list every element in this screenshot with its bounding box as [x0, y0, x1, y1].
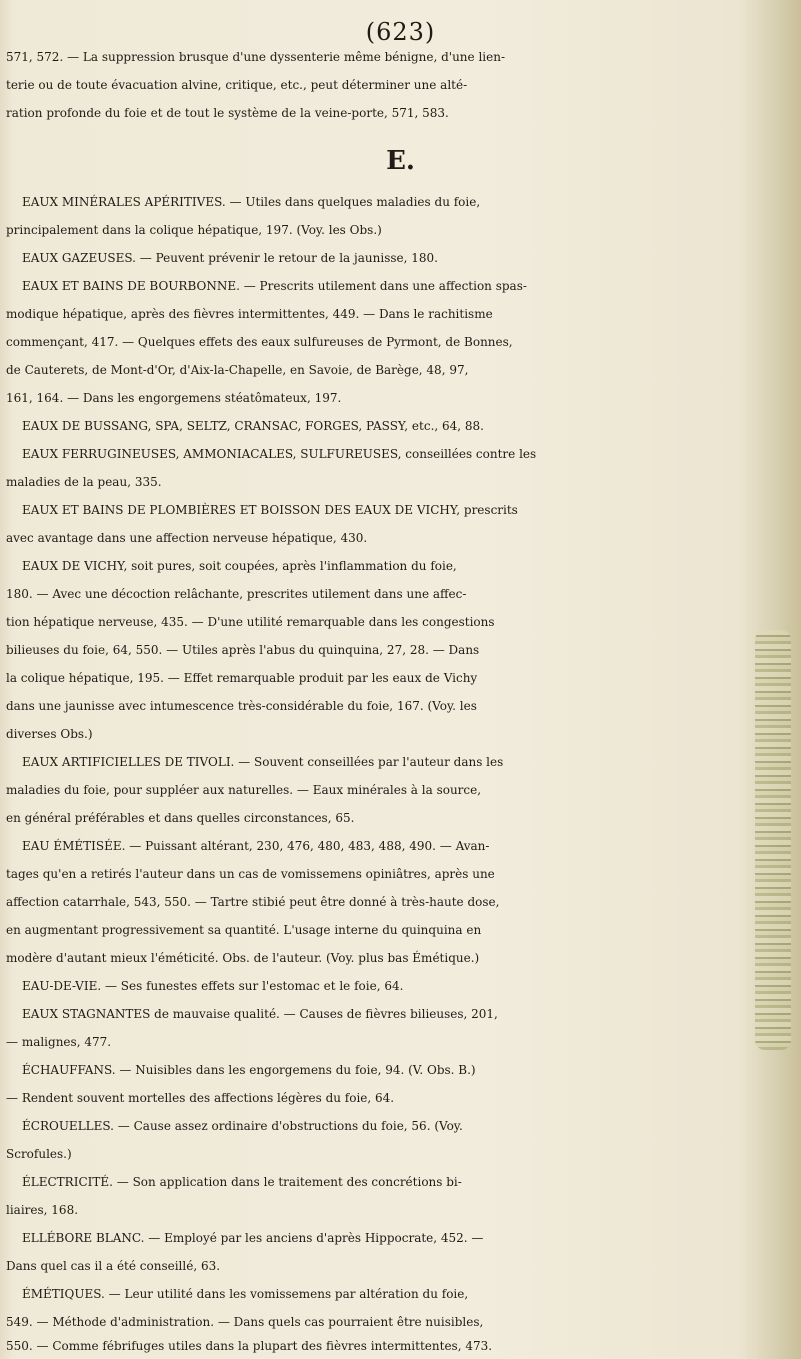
text-line: ration profonde du foie et de tout le système de la veine-porte, 571, 583. — [6, 106, 449, 120]
entry-first-line: EAUX FERRUGINEUSES, AMMONIACALES, SULFUREUSES, conseillées contre les — [22, 447, 537, 461]
entry-first-line: EAUX ET BAINS DE PLOMBIÈRES ET BOISSON DES EAUX DE VICHY, prescrits — [22, 503, 518, 517]
entry-first-line: EAUX ARTIFICIELLES DE TIVOLI. — Souvent conseillées par l'auteur dans les — [22, 755, 504, 769]
text-line: diverses Obs.) — [6, 727, 93, 741]
text-line: bilieuses du foie, 64, 550. — Utiles après l'abus du quinquina, 27, 28. — Dans — [6, 643, 480, 657]
entry-first-line: ELLÉBORE BLANC. — Employé par les anciens d'après Hippocrate, 452. — — [22, 1231, 484, 1245]
text-line: 161, 164. — Dans les engorgemens stéatômateux, 197. — [6, 391, 342, 405]
text-line: — Rendent souvent mortelles des affections légères du foie, 64. — [6, 1091, 395, 1105]
text-line: de Cauterets, de Mont-d'Or, d'Aix-la-Chapelle, en Savoie, de Barège, 48, 97, — [6, 363, 469, 377]
text-line: en général préférables et dans quelles circonstances, 65. — [6, 811, 355, 825]
text-line: liaires, 168. — [6, 1203, 79, 1217]
text-line: 571, 572. — La suppression brusque d'une dyssenterie même bénigne, d'une lien- — [6, 50, 506, 64]
entry-first-line: ÉCROUELLES. — Cause assez ordinaire d'obstructions du foie, 56. (Voy. — [22, 1119, 463, 1133]
text-line: modique hépatique, après des fièvres intermittentes, 449. — Dans le rachitisme — [6, 307, 493, 321]
entry-first-line: EAU ÉMÉTISÉE. — Puissant altérant, 230, 476, 480, 483, 488, 490. — Avan- — [22, 839, 490, 853]
text-line: maladies de la peau, 335. — [6, 475, 162, 489]
entry-first-line: EAUX DE VICHY, soit pures, soit coupées, après l'inflammation du foie, — [22, 559, 457, 573]
text-line: terie ou de toute évacuation alvine, critique, etc., peut déterminer une alté- — [6, 78, 468, 92]
entry-first-line: EAUX STAGNANTES de mauvaise qualité. — Causes de fièvres bilieuses, 201, — [22, 1007, 498, 1021]
text-line: la colique hépatique, 195. — Effet remarquable produit par les eaux de Vichy — [6, 671, 478, 685]
text-line: modère d'autant mieux l'éméticité. Obs. de l'auteur. (Voy. plus bas Émétique.) — [6, 951, 480, 965]
text-line: 550. — Comme fébrifuges utiles dans la plupart des fièvres intermittentes, 473. — [6, 1339, 493, 1353]
text-line: tion hépatique nerveuse, 435. — D'une utilité remarquable dans les congestions — [6, 615, 495, 629]
text-line: — malignes, 477. — [6, 1035, 112, 1049]
text-line: 180. — Avec une décoction relâchante, prescrites utilement dans une affec- — [6, 587, 467, 601]
entry-first-line: EAUX DE BUSSANG, SPA, SELTZ, CRANSAC, FORGES, PASSY, etc., 64, 88. — [22, 419, 484, 433]
text-line: dans une jaunisse avec intumescence très-considérable du foie, 167. (Voy. les — [6, 699, 477, 713]
text-line: maladies du foie, pour suppléer aux naturelles. — Eaux minérales à la source, — [6, 783, 482, 797]
section-heading: E. — [386, 146, 415, 176]
entry-first-line: EAU-DE-VIE. — Ses funestes effets sur l'estomac et le foie, 64. — [22, 979, 404, 993]
text-line: Dans quel cas il a été conseillé, 63. — [6, 1259, 221, 1273]
text-line: 549. — Méthode d'administration. — Dans quels cas pourraient être nuisibles, — [6, 1315, 484, 1329]
text-line: commençant, 417. — Quelques effets des eaux sulfureuses de Pyrmont, de Bonnes, — [6, 335, 513, 349]
text-line: Scrofules.) — [6, 1147, 72, 1161]
entry-first-line: EAUX ET BAINS DE BOURBONNE. — Prescrits utilement dans une affection spas- — [22, 279, 527, 293]
text-line: principalement dans la colique hépatique, 197. (Voy. les Obs.) — [6, 223, 382, 237]
entry-first-line: ÉCHAUFFANS. — Nuisibles dans les engorgemens du foie, 94. (V. Obs. B.) — [22, 1063, 476, 1077]
text-line: en augmentant progressivement sa quantité. L'usage interne du quinquina en — [6, 923, 482, 937]
entry-first-line: ÉLECTRICITÉ. — Son application dans le traitement des concrétions bi- — [22, 1175, 462, 1189]
text-line: affection catarrhale, 543, 550. — Tartre stibié peut être donné à très-haute dose, — [6, 895, 500, 909]
entry-first-line: EAUX MINÉRALES APÉRITIVES. — Utiles dans quelques maladies du foie, — [22, 195, 481, 209]
text-line: avec avantage dans une affection nerveuse hépatique, 430. — [6, 531, 368, 545]
text-line: tages qu'en a retirés l'auteur dans un cas de vomissemens opiniâtres, après une — [6, 867, 495, 881]
page-number: (623) — [365, 18, 436, 46]
entry-first-line: ÉMÉTIQUES. — Leur utilité dans les vomissemens par altération du foie, — [22, 1287, 469, 1301]
entry-first-line: EAUX GAZEUSES. — Peuvent prévenir le retour de la jaunisse, 180. — [22, 251, 438, 265]
